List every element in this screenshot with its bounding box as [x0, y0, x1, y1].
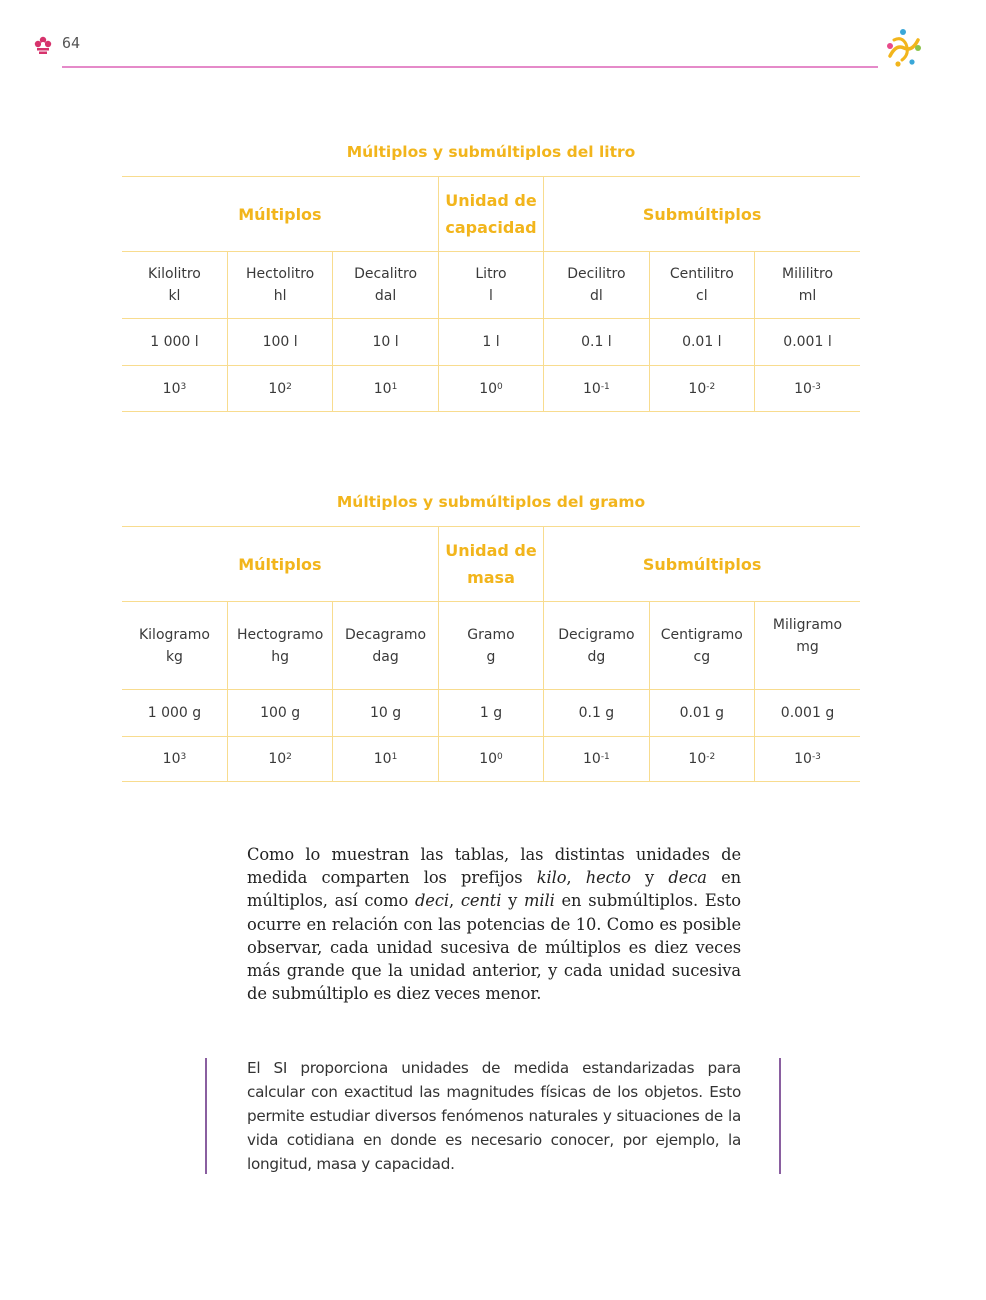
prefix-term: centi	[460, 891, 502, 911]
value-cell: 100 g	[227, 690, 332, 737]
unit-cell	[544, 252, 649, 319]
table-row-names	[122, 602, 860, 690]
prefix-term: deci	[414, 891, 449, 911]
unit-symbol: dag	[372, 648, 399, 665]
unit-symbol: dg	[587, 648, 606, 665]
power-exponent: 1	[391, 381, 398, 392]
prefix-term: hecto	[585, 868, 631, 888]
value-cell: 0.1 g	[544, 690, 649, 737]
power-exponent: -3	[811, 381, 821, 392]
unit-name: Gramo	[467, 626, 515, 643]
unit-cell	[438, 602, 543, 690]
unit-name: Hectogramo	[236, 626, 324, 643]
group-multiplos: Múltiplos	[122, 177, 438, 252]
power-cell	[649, 737, 754, 782]
power-cell	[544, 366, 649, 412]
power-base: 10	[373, 751, 392, 767]
paragraph-text: y	[501, 891, 525, 911]
unit-symbol: l	[489, 288, 493, 304]
table-gramo-title: Múltiplos y submúltiplos del gramo	[336, 493, 646, 511]
value-cell: 10 g	[333, 690, 438, 737]
unit-symbol: hl	[273, 288, 287, 304]
power-cell	[755, 737, 860, 782]
group-submultiplos: Submúltiplos	[544, 527, 860, 602]
power-cell	[649, 366, 754, 412]
unit-cell	[122, 602, 227, 690]
value-cell: 0.001 l	[755, 319, 860, 366]
unit-name: Decigramo	[558, 626, 635, 643]
value-cell: 1 g	[438, 690, 543, 737]
power-base: 10	[688, 751, 707, 767]
power-base: 10	[794, 380, 812, 397]
paragraph-text: Como lo muestran las tablas, las distintas unidades de medida comparten los prefijos	[247, 845, 741, 888]
value-cell: 1 l	[438, 319, 543, 366]
unit-name: Centilitro	[669, 266, 734, 282]
unit-cell	[544, 602, 649, 690]
unit-symbol: cg	[693, 648, 711, 665]
page-number: 64	[62, 34, 81, 52]
power-exponent: 3	[180, 381, 187, 392]
power-base: 10	[582, 751, 601, 767]
unit-symbol: cl	[696, 288, 708, 304]
paragraph-text: ,	[566, 868, 586, 888]
flower-icon	[33, 34, 53, 56]
unit-symbol: kg	[165, 648, 183, 665]
power-exponent: -2	[706, 381, 716, 392]
unit-symbol: dal	[374, 288, 397, 304]
value-cell: 100 l	[227, 319, 332, 366]
group-unidad-line2: capacidad	[445, 218, 537, 237]
unit-name: Centigramo	[660, 626, 743, 643]
table-litro-title: Múltiplos y submúltiplos del litro	[346, 143, 636, 161]
power-exponent: -3	[811, 752, 821, 762]
unit-name: Decilitro	[567, 266, 626, 282]
power-exponent: 2	[286, 381, 292, 392]
power-exponent: -1	[600, 752, 610, 762]
logo-icon	[882, 26, 926, 70]
table-row-powers	[122, 366, 860, 412]
power-base: 10	[479, 751, 498, 767]
group-unidad-line2: masa	[467, 568, 515, 587]
table-header-row	[122, 177, 860, 252]
power-base: 10	[162, 380, 181, 397]
power-base: 10	[268, 380, 287, 397]
unit-name: Kilogramo	[138, 626, 210, 643]
note-bar-left	[205, 1058, 207, 1174]
body-paragraph	[247, 843, 741, 1005]
group-multiplos: Múltiplos	[122, 527, 438, 602]
paragraph-text: ,	[448, 891, 461, 911]
power-exponent: -1	[600, 381, 610, 392]
power-cell	[438, 737, 543, 782]
note-bar-right	[779, 1058, 781, 1174]
unit-name: Litro	[475, 266, 507, 282]
unit-cell	[649, 602, 754, 690]
power-base: 10	[688, 380, 707, 397]
power-base: 10	[268, 751, 287, 767]
unit-cell	[755, 602, 860, 690]
power-cell	[122, 737, 227, 782]
value-cell: 1 000 g	[122, 690, 227, 737]
value-cell: 1 000 l	[122, 319, 227, 366]
power-base: 10	[479, 380, 498, 397]
group-submultiplos: Submúltiplos	[544, 177, 860, 252]
power-exponent: 1	[391, 752, 398, 762]
unit-name: Decagramo	[345, 626, 427, 643]
unit-cell	[438, 252, 543, 319]
unit-symbol: ml	[798, 288, 817, 304]
power-exponent: 0	[497, 752, 503, 762]
paragraph-text: y	[630, 868, 669, 888]
power-cell	[438, 366, 543, 412]
power-base: 10	[162, 751, 181, 767]
unit-symbol: g	[486, 648, 496, 665]
unit-symbol: hg	[271, 648, 290, 665]
power-exponent: 3	[180, 752, 187, 762]
paragraph-text: en múltiplos, así como	[247, 868, 742, 911]
unit-name: Miligramo	[772, 617, 843, 633]
unit-cell	[649, 252, 754, 319]
power-base: 10	[794, 751, 812, 767]
note-text: El SI proporciona unidades de medida estandarizadas para calcular con exactitud las magnitudes físicas de los objetos. Esto permite estudiar diversos fenómenos naturales y situaciones de la vida cotidiana en donde es necesario conocer, por ejemplo, la longitud, masa y capacidad.	[247, 1059, 741, 1173]
table-header-row	[122, 527, 860, 602]
unit-cell	[333, 252, 438, 319]
prefix-term: deca	[668, 868, 707, 888]
value-cell: 0.01 l	[649, 319, 754, 366]
unit-cell	[227, 602, 332, 690]
group-unidad	[438, 177, 543, 252]
unit-name: Hectolitro	[246, 266, 315, 282]
group-unidad	[438, 527, 543, 602]
prefix-term: mili	[524, 891, 555, 911]
paragraph-text: en submúltiplos. Esto ocurre en relación con las potencias de 10. Como es posible observar, cada unidad sucesiva de múltiplos es diez veces más grande que la unidad anterior, y cada unidad sucesiva de submúltiplo es diez veces menor.	[247, 891, 742, 1004]
power-cell	[227, 737, 332, 782]
power-cell	[122, 366, 227, 412]
table-row-values	[122, 690, 860, 737]
power-exponent: -2	[706, 752, 716, 762]
page-header	[0, 0, 986, 80]
unit-symbol: mg	[796, 639, 819, 655]
value-cell: 0.001 g	[755, 690, 860, 737]
power-cell	[755, 366, 860, 412]
power-base: 10	[373, 380, 392, 397]
unit-cell	[755, 252, 860, 319]
group-unidad-line1: Unidad de	[445, 191, 537, 210]
value-cell: 10 l	[333, 319, 438, 366]
unit-cell	[122, 252, 227, 319]
unit-cell	[333, 602, 438, 690]
power-exponent: 2	[286, 752, 292, 762]
prefix-term: kilo	[536, 868, 567, 888]
value-cell: 0.01 g	[649, 690, 754, 737]
power-cell	[227, 366, 332, 412]
unit-cell	[227, 252, 332, 319]
power-exponent: 0	[497, 381, 503, 392]
table-litro	[122, 176, 860, 412]
unit-symbol: dl	[590, 288, 603, 304]
unit-name: Kilolitro	[148, 266, 201, 282]
group-unidad-line1: Unidad de	[445, 541, 537, 560]
power-cell	[544, 737, 649, 782]
table-row-values	[122, 319, 860, 366]
table-row-powers	[122, 737, 860, 782]
table-gramo	[122, 526, 860, 782]
value-cell: 0.1 l	[544, 319, 649, 366]
power-base: 10	[582, 380, 601, 397]
unit-symbol: kl	[168, 288, 181, 304]
unit-name: Decalitro	[354, 266, 418, 282]
power-cell	[333, 366, 438, 412]
header-rule	[62, 66, 878, 68]
power-cell	[333, 737, 438, 782]
table-row-names	[122, 252, 860, 319]
unit-name: Mililitro	[782, 266, 834, 282]
